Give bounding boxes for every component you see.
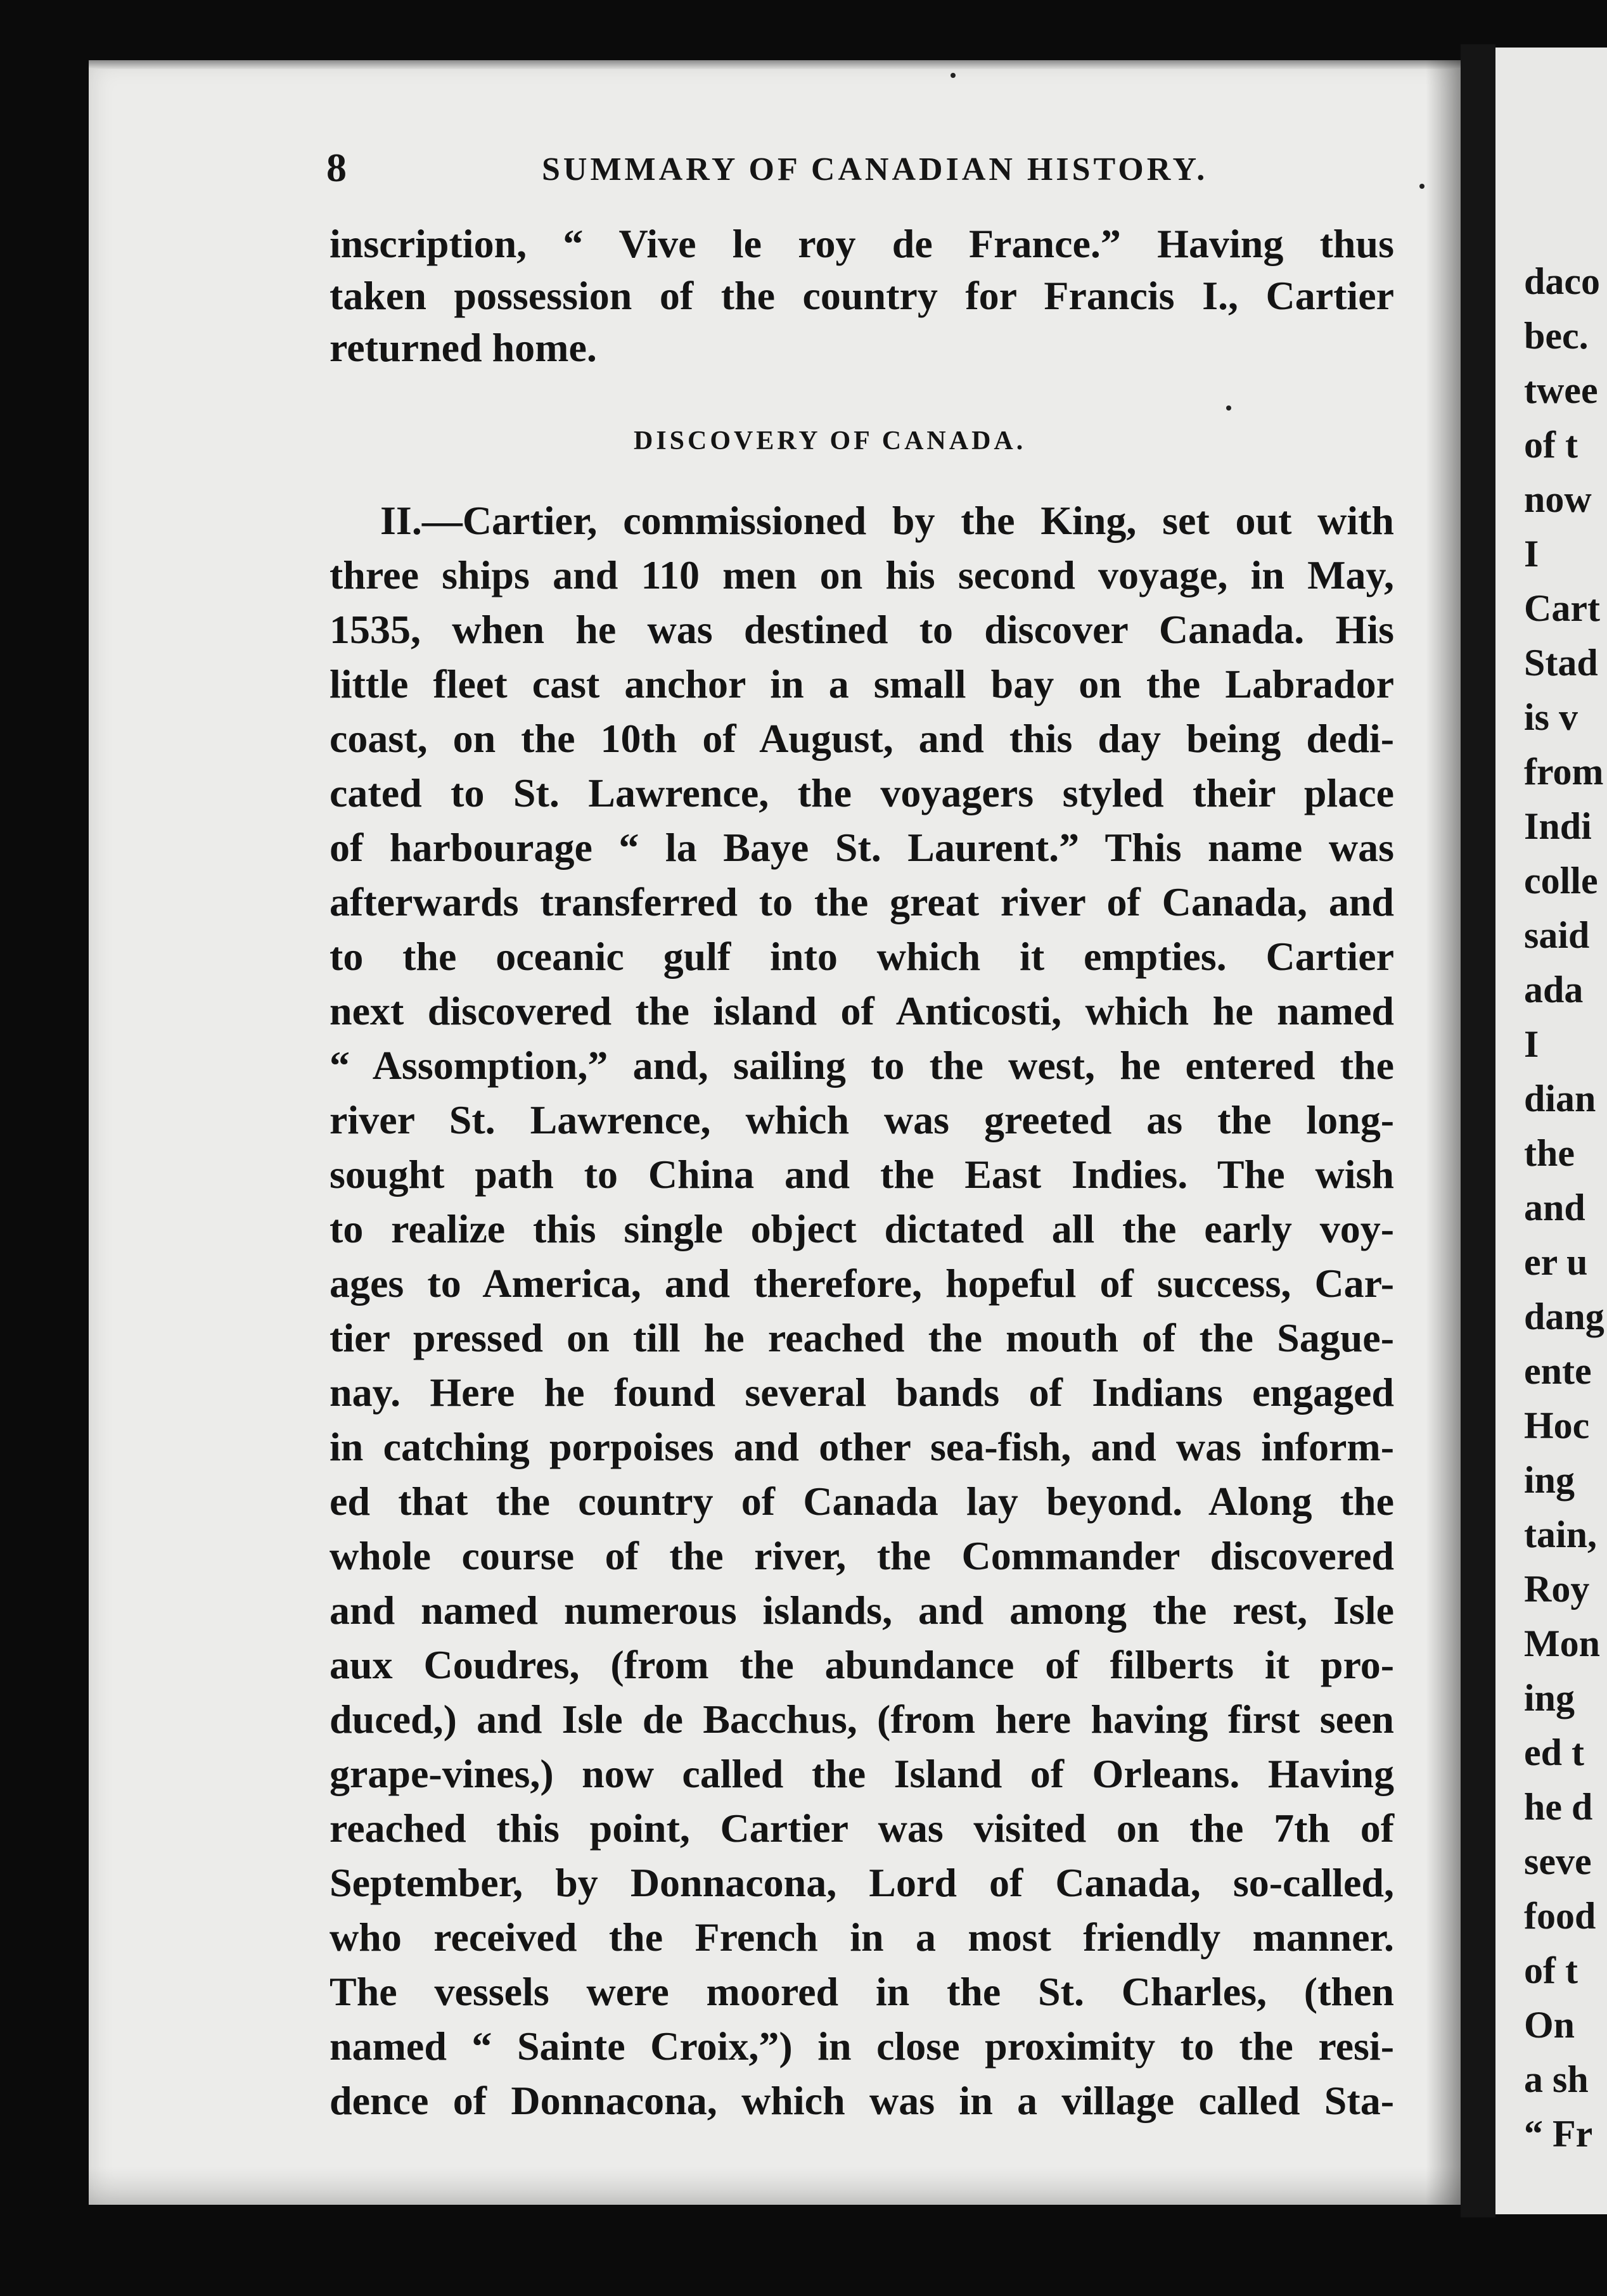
ink-speck [1226,405,1231,411]
facing-page-fragment: ing [1524,1459,1575,1501]
facing-page-fragment: from [1524,751,1604,793]
book-gutter [1461,44,1495,2217]
facing-page-fragment: I [1524,1023,1539,1065]
text-line: duced,) and Isle de Bacchus, (from here having first seen [330,1697,1394,1742]
facing-page-fragment: Indi [1524,805,1592,847]
facing-page-fragment: “ Fr [1524,2113,1593,2155]
facing-page-fragment: said [1524,914,1590,956]
facing-page-fragment: Stad [1524,642,1598,684]
ink-speck [951,73,956,78]
facing-page-fragment: daco [1524,260,1600,302]
facing-page-fragment: ing [1524,1677,1575,1719]
text-line: whole course of the river, the Commander discovered [330,1533,1394,1578]
facing-page-fragment: twee [1524,369,1598,411]
text-line: grape-vines,) now called the Island of Orleans. Having [330,1751,1394,1796]
text-line: reached this point, Cartier was visited on the 7th of [330,1806,1394,1851]
text-line: next discovered the island of Anticosti, which he named [330,988,1394,1033]
facing-page-fragment: dian [1524,1078,1596,1119]
facing-page-fragment: colle [1524,860,1598,902]
text-line: 1535, when he was destined to discover Canada. His [330,607,1394,652]
text-line: little fleet cast anchor in a small bay on the Labrador [330,661,1394,706]
facing-page-fragment: of t [1524,1949,1578,1991]
facing-page-fragment: seve [1524,1840,1592,1882]
text-line: named “ Sainte Croix,”) in close proximity to the resi- [330,2024,1394,2069]
facing-page-fragment: ed t [1524,1732,1584,1773]
facing-page-fragment: a sh [1524,2058,1589,2100]
page-spine-shadow [1426,60,1461,2205]
page-top-edge [89,60,1461,69]
text-line: “ Assomption,” and, sailing to the west, he entered the [330,1043,1394,1088]
facing-page-fragment: Cart [1524,587,1600,629]
facing-page-fragment: and [1524,1187,1585,1228]
facing-page-fragment: Hoc [1524,1405,1590,1446]
text-line: returned home. [330,325,597,370]
text-line: The vessels were moored in the St. Charles, (then [330,1969,1394,2014]
facing-page-fragment: is v [1524,696,1578,738]
text-line: inscription, “ Vive le roy de France.” Having thus [330,221,1394,266]
page-bottom-shadow [89,2167,1461,2205]
page-header [326,144,1378,195]
ink-speck [1419,184,1425,189]
facing-page-fragment: ada [1524,969,1584,1011]
facing-page-fragment: bec. [1524,315,1589,357]
facing-page-fragment: now [1524,478,1592,520]
facing-page-fragment: tain, [1524,1514,1597,1555]
text-line: cated to St. Lawrence, the voyagers styled their place [330,770,1394,815]
text-line: aux Coudres, (from the abundance of filberts it pro- [330,1642,1394,1687]
page-number: 8 [326,145,347,190]
facing-page-fragment: On [1524,2004,1575,2046]
text-line: tier pressed on till he reached the mouth of the Sague- [330,1315,1394,1360]
facing-page-fragment: dang [1524,1296,1604,1337]
text-line: who received the French in a most friendly manner. [330,1915,1394,1960]
text-line: and named numerous islands, and among the rest, Isle [330,1588,1394,1633]
facing-page-fragment: Roy [1524,1568,1590,1610]
text-line: ed that the country of Canada lay beyond. Along the [330,1479,1394,1524]
facing-page-fragment: the [1524,1132,1575,1174]
facing-page-fragment: ente [1524,1350,1592,1392]
text-line: in catching porpoises and other sea-fish, and was inform- [330,1424,1394,1469]
facing-page-fragment: he d [1524,1786,1593,1828]
text-line: of harbourage “ la Baye St. Laurent.” This name was [330,825,1394,870]
text-line: river St. Lawrence, which was greeted as the long- [330,1097,1394,1142]
text-line: coast, on the 10th of August, and this day being dedi- [330,716,1394,761]
running-head: SUMMARY OF CANADIAN HISTORY. [542,151,1208,188]
text-line: taken possession of the country for Francis I., Cartier [330,273,1394,318]
text-line: September, by Donnacona, Lord of Canada, so-called, [330,1860,1394,1905]
text-line: three ships and 110 men on his second voyage, in May, [330,552,1394,597]
text-line: nay. Here he found several bands of Indians engaged [330,1370,1394,1415]
section-heading: DISCOVERY OF CANADA. [634,426,1027,456]
text-line: sought path to China and the East Indies. The wish [330,1152,1394,1197]
text-line: afterwards transferred to the great river of Canada, and [330,879,1394,924]
facing-page-fragment: of t [1524,424,1578,466]
text-line: dence of Donnacona, which was in a village called Sta- [330,2078,1394,2123]
facing-page-fragment: food [1524,1895,1596,1937]
facing-page-fragment: Mon [1524,1623,1600,1664]
text-line: to the oceanic gulf into which it empties. Cartier [330,934,1394,979]
facing-page-fragment: I [1524,533,1539,575]
text-line: to realize this single object dictated all the early voy- [330,1206,1394,1251]
text-line: II.—Cartier, commissioned by the King, set out with [380,498,1394,543]
facing-page [1495,48,1607,2214]
facing-page-fragment: er u [1524,1241,1588,1283]
text-line: ages to America, and therefore, hopeful of success, Car- [330,1261,1394,1306]
